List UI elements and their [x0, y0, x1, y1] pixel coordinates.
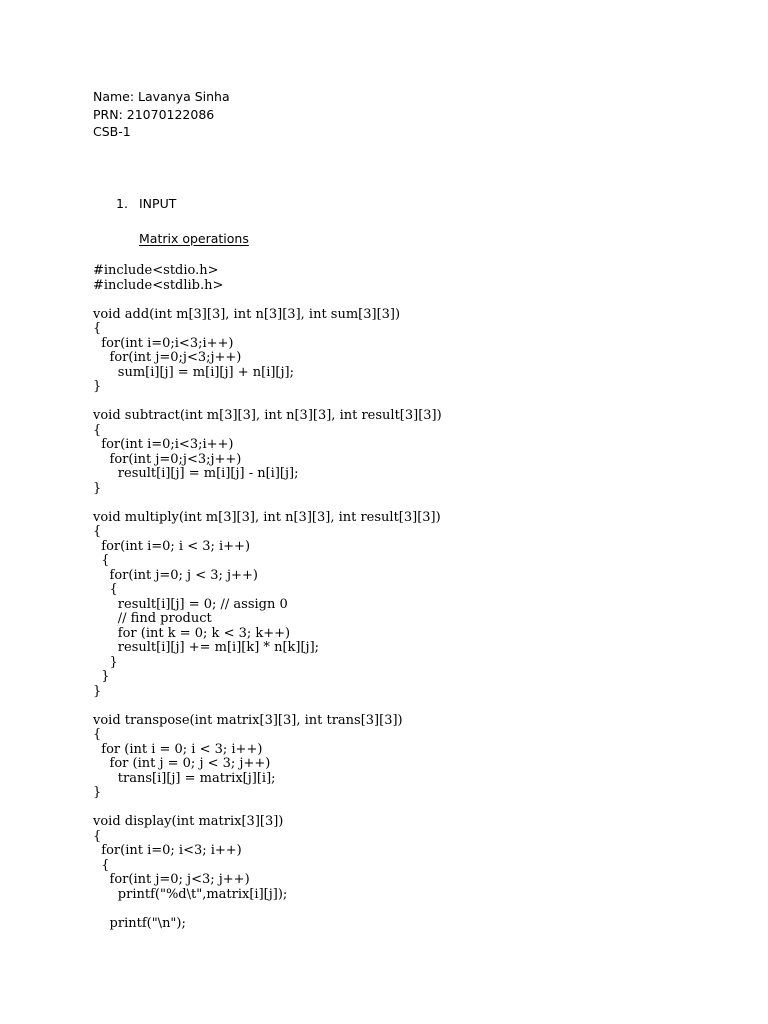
code-line: {: [93, 321, 102, 336]
code-line: [93, 496, 753, 511]
code-line: }: [93, 683, 102, 699]
code-line: [93, 902, 753, 917]
code-line: result[i][j] = m[i][j] - n[i][j];: [93, 466, 299, 481]
code-line: }: [93, 669, 110, 684]
code-line: [93, 395, 753, 410]
code-line: [93, 293, 753, 308]
code-line: }: [93, 480, 102, 496]
code-line: for(int j=0;j<3;j++): [93, 350, 242, 365]
code-line: {: [93, 582, 118, 597]
code-line: sum[i][j] = m[i][j] + n[i][j];: [93, 364, 294, 380]
code-line: // find product: [93, 611, 212, 626]
code-line: result[i][j] += m[i][k] * n[k][j];: [93, 640, 320, 655]
code-line: }: [93, 654, 118, 670]
code-line: for(int i=0;i<3;i++): [93, 335, 234, 351]
code-line: {: [93, 553, 110, 568]
code-line: {: [93, 828, 102, 844]
code-line: {: [93, 857, 110, 873]
code-line: [93, 801, 753, 816]
code-line: for(int j=0; j < 3; j++): [93, 567, 258, 583]
code-line: [93, 699, 753, 714]
code-line: #include<stdlib.h>: [93, 277, 224, 293]
student-name: Name: Lavanya Sinha: [93, 89, 230, 104]
code-line: printf("%d\t",matrix[i][j]);: [93, 886, 288, 902]
code-line: {: [93, 524, 102, 539]
section-number: 1.: [116, 196, 128, 211]
code-line: for (int j = 0; j < 3; j++): [93, 756, 271, 771]
code-line: for(int i=0; i < 3; i++): [93, 538, 251, 554]
subheading-matrix-operations: Matrix operations: [139, 231, 249, 246]
code-line: for(int i=0;i<3;i++): [93, 437, 234, 452]
code-line: void multiply(int m[3][3], int n[3][3], int result[3][3]): [93, 509, 441, 525]
code-line: {: [93, 422, 102, 438]
code-line: for (int k = 0; k < 3; k++): [93, 625, 291, 641]
code-line: printf("\n");: [93, 915, 186, 931]
code-line: void transpose(int matrix[3][3], int trans[3][3]): [93, 712, 403, 728]
code-line: }: [93, 379, 102, 394]
section-heading: [116, 196, 176, 212]
code-line: {: [93, 727, 102, 742]
code-line: }: [93, 785, 102, 800]
code-line: void subtract(int m[3][3], int n[3][3], int result[3][3]): [93, 408, 442, 423]
code-line: void display(int matrix[3][3]): [93, 814, 284, 829]
student-info: [93, 88, 230, 141]
student-prn: PRN: 21070122086: [93, 106, 215, 122]
code-line: void add(int m[3][3], int n[3][3], int sum[3][3]): [93, 306, 401, 322]
code-line: for(int j=0;j<3;j++): [93, 451, 242, 467]
section-title: INPUT: [139, 196, 177, 211]
code-line: trans[i][j] = matrix[j][i];: [93, 770, 276, 786]
code-line: for(int i=0; i<3; i++): [93, 843, 242, 858]
code-block: [93, 264, 753, 931]
code-line: for (int i = 0; i < 3; i++): [93, 741, 263, 757]
student-class: CSB-1: [93, 124, 131, 139]
code-line: for(int j=0; j<3; j++): [93, 872, 250, 887]
code-line: result[i][j] = 0; // assign 0: [93, 596, 288, 612]
code-line: #include<stdio.h>: [93, 263, 219, 278]
